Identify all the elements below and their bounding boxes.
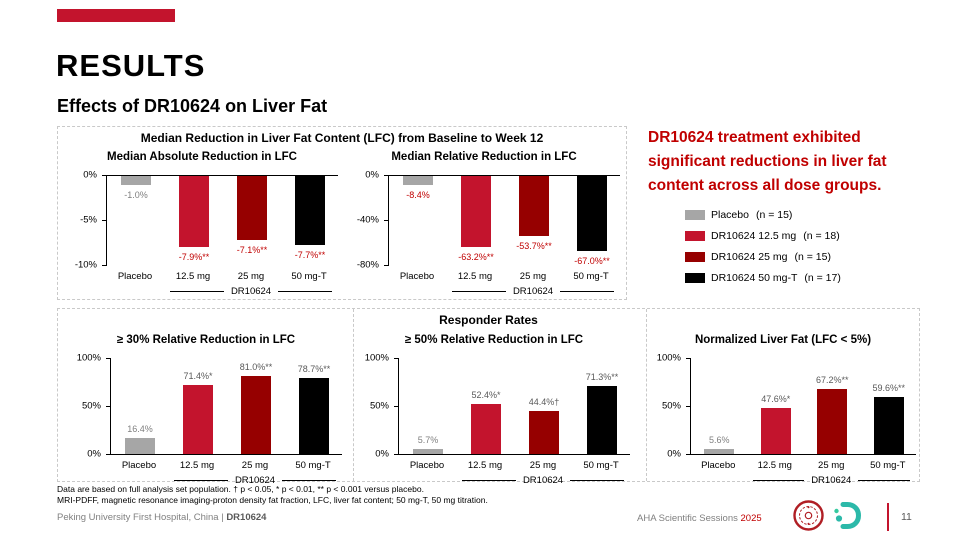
bracket-line: [753, 480, 805, 481]
legend-n: (n = 17): [804, 271, 841, 284]
bracket-line: [174, 480, 228, 481]
y-tick-label: 0%: [87, 448, 101, 460]
y-tick-label: 100%: [656, 352, 681, 364]
bar-25-mg: [519, 176, 549, 236]
bar-value-label: 52.4%*: [471, 390, 501, 400]
bar-placebo: [403, 176, 433, 185]
bracket-line: [452, 291, 506, 292]
x-category-label: 12.5 mg: [457, 271, 493, 282]
plot-area: [398, 358, 630, 455]
bar-value-label: 5.7%: [417, 435, 439, 445]
footer-divider: [887, 503, 889, 531]
bar-placebo: [704, 449, 734, 454]
bracket-line: [278, 291, 332, 292]
chart-title: ≥ 30% Relative Reduction in LFC: [116, 334, 296, 346]
bar-value-label: 67.2%**: [815, 375, 849, 385]
bar-placebo: [125, 438, 155, 454]
y-tick-label: 0%: [83, 169, 97, 181]
y-tick-label: 50%: [369, 400, 389, 412]
bracket-line: [570, 480, 624, 481]
plot-area: [388, 175, 620, 266]
bar-value-label: -67.0%**: [574, 256, 610, 266]
footnote-line-1: Data are based on full analysis set population. † p < 0.05, * p < 0.01, ** p < 0.001 versus placebo.: [57, 484, 424, 494]
y-tick-label: -80%: [356, 259, 379, 271]
legend-swatch: [685, 273, 705, 283]
bracket-line: [560, 291, 614, 292]
bar-25-mg: [817, 389, 847, 454]
x-category-label: 12.5 mg: [757, 460, 792, 471]
x-category-label: 25 mg: [237, 271, 265, 282]
legend-label: Placebo: [711, 208, 749, 221]
legend-label: DR10624 50 mg-T: [711, 271, 798, 284]
hospital-seal-icon: [793, 500, 824, 536]
bottom-panel-title: Responder Rates: [439, 313, 538, 327]
group-label: DR10624: [522, 475, 564, 486]
bar-value-label: 71.3%**: [585, 372, 619, 382]
bar-50-mg-t: [299, 378, 329, 454]
plot-area: [110, 358, 342, 455]
x-category-label: 50 mg-T: [295, 460, 331, 471]
panel-divider: [646, 309, 647, 481]
y-axis: [66, 169, 106, 271]
group-label: DR10624: [234, 475, 276, 486]
bar-value-label: 59.6%**: [872, 383, 906, 393]
chart-title: Normalized Liver Fat (LFC < 5%): [694, 334, 872, 346]
x-category-label: Placebo: [117, 271, 153, 282]
legend-n: (n = 15): [794, 250, 831, 263]
x-category-label: 12.5 mg: [179, 460, 215, 471]
key-message: DR10624 treatment exhibited significant reductions in liver fat content across all dose groups.: [648, 129, 887, 195]
chart-title: Median Absolute Reduction in LFC: [107, 151, 297, 163]
legend-item: [685, 225, 841, 246]
x-category-label: 50 mg-T: [583, 460, 619, 471]
bracket-line: [282, 480, 336, 481]
bar-50-mg-t: [587, 386, 617, 454]
legend-item: [685, 246, 841, 267]
legend-swatch: [685, 210, 705, 220]
bar-50-mg-t: [295, 176, 325, 245]
legend-swatch: [685, 252, 705, 262]
group-label: DR10624: [811, 475, 852, 486]
footnotes: [57, 484, 488, 505]
y-tick-label: 100%: [364, 352, 389, 364]
bracket-line: [858, 480, 910, 481]
footer-institution: [57, 512, 266, 523]
group-label: DR10624: [512, 286, 554, 297]
y-tick-label: 100%: [76, 352, 101, 364]
bar-value-label: 16.4%: [127, 424, 153, 434]
legend-swatch: [685, 231, 705, 241]
x-category-label: 25 mg: [241, 460, 269, 471]
chart-50pct-responder: [358, 334, 630, 487]
chart-median-absolute-reduction: [66, 151, 338, 298]
bar-value-label: -1.0%: [124, 190, 148, 200]
footer-institution-text: Peking University First Hospital, China |: [57, 512, 227, 523]
x-category-label: 50 mg-T: [573, 271, 609, 282]
y-tick-label: 0%: [365, 169, 379, 181]
footer-drug-name: DR10624: [226, 512, 267, 523]
legend-item: [685, 267, 841, 288]
x-category-label: Placebo: [409, 460, 445, 471]
x-category-label: 12.5 mg: [467, 460, 503, 471]
y-axis: [358, 352, 398, 460]
x-category-label: 25 mg: [818, 460, 845, 471]
bar-value-label: -8.4%: [406, 190, 430, 200]
legend-label: DR10624 12.5 mg: [711, 229, 797, 242]
bar-50-mg-t: [874, 397, 904, 454]
bar-25-mg: [241, 376, 271, 454]
x-category-label: Placebo: [399, 271, 435, 282]
footer-conference: [637, 513, 762, 524]
legend: [685, 204, 841, 288]
group-label: DR10624: [230, 286, 272, 297]
page-number: 11: [901, 511, 912, 523]
chart-30pct-responder: [70, 334, 342, 487]
panel-responder-rates: [57, 308, 920, 486]
bar-12-5-mg: [183, 385, 213, 454]
bar-value-label: 81.0%**: [239, 362, 273, 372]
x-category-label: 25 mg: [529, 460, 557, 471]
chart-normalized-liver-fat: [650, 334, 916, 487]
y-tick-label: -5%: [80, 214, 97, 226]
legend-label: DR10624 25 mg: [711, 250, 788, 263]
bar-placebo: [413, 449, 443, 454]
footer-conference-year: 2025: [740, 513, 762, 524]
plot-area: [106, 175, 338, 266]
y-tick-label: 0%: [667, 448, 681, 460]
chart-median-relative-reduction: [348, 151, 620, 298]
y-tick-label: 50%: [661, 400, 681, 412]
bar-value-label: 47.6%*: [761, 394, 791, 404]
bar-value-label: -53.7%**: [516, 241, 552, 251]
x-category-label: 12.5 mg: [175, 271, 211, 282]
x-category-label: 25 mg: [519, 271, 547, 282]
plot-area: [690, 358, 916, 455]
bar-value-label: -7.9%**: [178, 252, 210, 262]
bar-50-mg-t: [577, 176, 607, 251]
bar-value-label: 44.4%†: [528, 397, 560, 407]
bracket-line: [170, 291, 224, 292]
bar-12-5-mg: [179, 176, 209, 247]
slide-subtitle: Effects of DR10624 on Liver Fat: [57, 96, 328, 116]
legend-item: [685, 204, 841, 225]
page-title: RESULTS: [56, 48, 206, 83]
bar-25-mg: [237, 176, 267, 240]
bar-value-label: -63.2%**: [458, 252, 494, 262]
x-category-label: Placebo: [701, 460, 736, 471]
y-tick-label: 0%: [375, 448, 389, 460]
bar-value-label: 78.7%**: [297, 364, 331, 374]
y-axis: [348, 169, 388, 271]
y-axis: [70, 352, 110, 460]
bar-12-5-mg: [761, 408, 791, 454]
x-category-label: Placebo: [121, 460, 157, 471]
bracket-line: [462, 480, 516, 481]
top-panel-title: Median Reduction in Liver Fat Content (LFC) from Baseline to Week 12: [140, 131, 544, 145]
bar-12-5-mg: [461, 176, 491, 247]
bar-value-label: -7.1%**: [236, 245, 268, 255]
legend-n: (n = 18): [803, 229, 840, 242]
bar-value-label: 71.4%*: [183, 371, 213, 381]
bar-25-mg: [529, 411, 559, 454]
bar-value-label: 5.6%: [708, 435, 730, 445]
legend-n: (n = 15): [755, 208, 793, 221]
bar-value-label: -7.7%**: [294, 250, 326, 260]
y-tick-label: 50%: [81, 400, 101, 412]
y-axis: [650, 352, 690, 460]
chart-title: Median Relative Reduction in LFC: [391, 151, 577, 163]
y-tick-label: -40%: [356, 214, 379, 226]
y-tick-label: -10%: [74, 259, 97, 271]
x-category-label: 50 mg-T: [870, 460, 906, 471]
chart-title: ≥ 50% Relative Reduction in LFC: [404, 334, 584, 346]
panel-liver-fat-reduction: [57, 126, 627, 300]
bar-placebo: [121, 176, 151, 185]
footnote-line-2: MRI-PDFF, magnetic resonance imaging-proton density fat fraction, LFC, liver fat content; 50 mg-T, 50 mg titration.: [57, 494, 488, 505]
accent-bar: [57, 9, 175, 22]
company-d-logo-icon: [830, 500, 862, 536]
footer-conference-text: AHA Scientific Sessions: [637, 513, 741, 524]
x-category-label: 50 mg-T: [291, 271, 327, 282]
bar-12-5-mg: [471, 404, 501, 454]
panel-divider: [353, 309, 354, 481]
